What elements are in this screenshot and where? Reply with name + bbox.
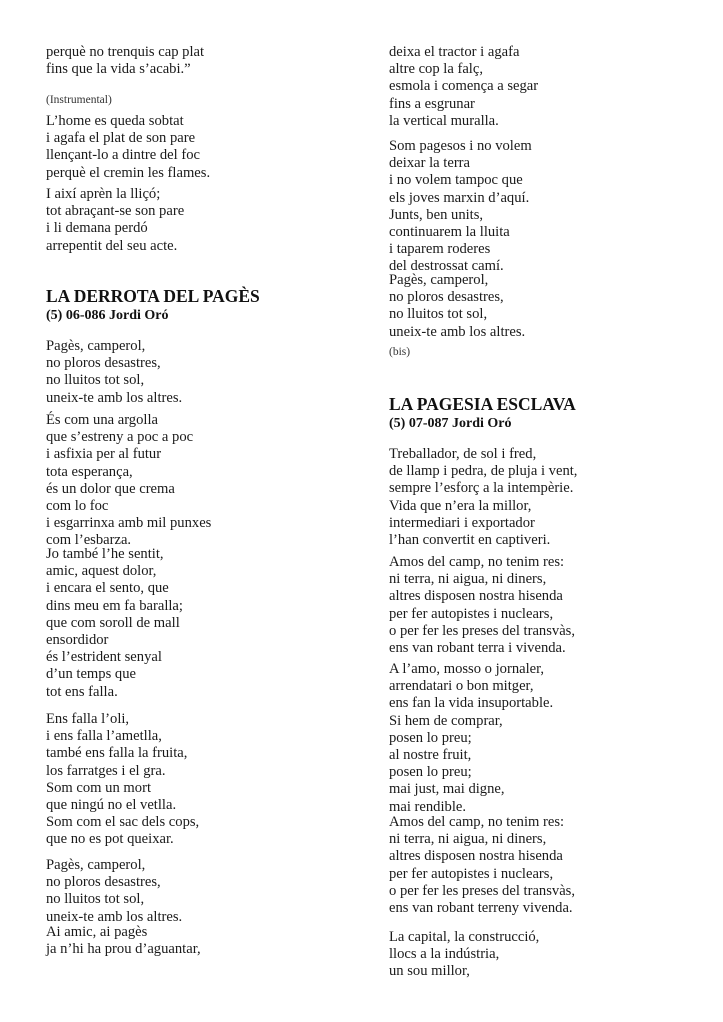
verse-line: La capital, la construcció, [389, 929, 540, 945]
verse-line: i agafa el plat de son pare [46, 130, 196, 146]
verse-line: uneix-te amb los altres. [46, 390, 183, 406]
verse-line: per fer autopistes i nuclears, [389, 866, 554, 882]
bis-note: (bis) [389, 346, 411, 358]
song-title: LA DERROTA DEL PAGÈS [46, 286, 260, 306]
verse-line: los farratges i el gra. [46, 763, 166, 779]
verse-line: tota esperança, [46, 464, 133, 480]
verse-line: Som com el sac dels cops, [46, 814, 200, 830]
verse-line: no lluitos tot sol, [46, 891, 145, 907]
verse-line: no lluitos tot sol, [389, 306, 488, 322]
verse-line: A l’amo, mosso o jornaler, [389, 661, 545, 677]
verse-line: Som com un mort [46, 780, 151, 796]
verse-line: que no es pot queixar. [46, 831, 174, 847]
verse-line: i esgarrinxa amb mil punxes [46, 515, 212, 531]
verse-line: uneix-te amb los altres. [389, 324, 526, 340]
verse-line: Pagès, camperol, [46, 857, 146, 873]
verse-line: i taparem roderes [389, 241, 491, 257]
verse-line: I així aprèn la lliçó; [46, 186, 161, 202]
verse-line: sempre l’esforç a la intempèrie. [389, 480, 574, 496]
verse-line: tot abraçant-se son pare [46, 203, 185, 219]
verse-line: altres disposen nostra hisenda [389, 848, 563, 864]
verse-line: continuarem la lluita [389, 224, 510, 240]
verse-line: posen lo preu; [389, 764, 472, 780]
verse-line: els joves marxin d’aquí. [389, 190, 530, 206]
verse-line: Junts, ben units, [389, 207, 484, 223]
verse-line: Som pagesos i no volem [389, 138, 532, 154]
verse-line: perquè el cremin les flames. [46, 165, 211, 181]
verse-line: que ningú no el vetlla. [46, 797, 177, 813]
verse-line: ens van robant terra i vivenda. [389, 640, 566, 656]
verse-line: com lo foc [46, 498, 109, 514]
verse-line: o per fer les preses del transvàs, [389, 623, 575, 639]
verse-line: posen lo preu; [389, 730, 472, 746]
verse-line: ens van robant terreny vivenda. [389, 900, 573, 916]
verse-line: o per fer les preses del transvàs, [389, 883, 575, 899]
verse-line: esmola i comença a segar [389, 78, 539, 94]
verse-line: al nostre fruit, [389, 747, 472, 763]
verse-line: mai just, mai digne, [389, 781, 505, 797]
song-subtitle: (5) 07-087 Jordi Oró [389, 416, 512, 431]
verse-line: de llamp i pedra, de pluja i vent, [389, 463, 578, 479]
verse-line: llençant-lo a dintre del foc [46, 147, 200, 163]
verse-line: és l’estrident senyal [46, 649, 162, 665]
verse-line: Si hem de comprar, [389, 713, 503, 729]
verse-line: arrendatari o bon mitger, [389, 678, 534, 694]
verse-line: perquè no trenquis cap plat [46, 44, 205, 60]
verse-line: un sou millor, [389, 963, 470, 979]
verse-line: i asfixia per al futur [46, 446, 162, 462]
verse-line: Vida que n’era la millor, [389, 498, 532, 514]
verse-line: l’han convertit en captiveri. [389, 532, 551, 548]
verse-line: Ai amic, ai pagès [46, 924, 148, 940]
verse-line: no lluitos tot sol, [46, 372, 145, 388]
verse-line: que s’estreny a poc a poc [46, 429, 194, 445]
verse-line: altre cop la falç, [389, 61, 483, 77]
verse-line: d’un temps que [46, 666, 136, 682]
verse-line: també ens falla la fruita, [46, 745, 188, 761]
verse-line: tot ens falla. [46, 684, 118, 700]
verse-line: ja n’hi ha prou d’aguantar, [46, 941, 201, 957]
verse-line: Treballador, de sol i fred, [389, 446, 537, 462]
verse-line: per fer autopistes i nuclears, [389, 606, 554, 622]
verse-line: altres disposen nostra hisenda [389, 588, 563, 604]
verse-line: i li demana perdó [46, 220, 148, 236]
instrumental-note: (Instrumental) [46, 94, 112, 106]
verse-line: ensordidor [46, 632, 109, 648]
verse-line: Pagès, camperol, [46, 338, 146, 354]
verse-line: intermediari i exportador [389, 515, 535, 531]
verse-line: mai rendible. [389, 799, 466, 815]
verse-line: ni terra, ni aigua, ni diners, [389, 571, 547, 587]
verse-line: és un dolor que crema [46, 481, 175, 497]
verse-line: L’home es queda sobtat [46, 113, 184, 129]
verse-line: la vertical muralla. [389, 113, 499, 129]
verse-line: És com una argolla [46, 412, 158, 428]
song-title: LA PAGESIA ESCLAVA [389, 394, 576, 414]
verse-line: fins a esgrunar [389, 96, 475, 112]
verse-line: arrepentit del seu acte. [46, 238, 178, 254]
verse-line: i ens falla l’ametlla, [46, 728, 162, 744]
verse-line: fins que la vida s’acabi.” [46, 61, 191, 77]
verse-line: i encara el sento, que [46, 580, 169, 596]
verse-line: no ploros desastres, [46, 874, 161, 890]
verse-line: deixa el tractor i agafa [389, 44, 520, 60]
verse-line: Ens falla l’oli, [46, 711, 130, 727]
verse-line: dins meu em fa baralla; [46, 598, 183, 614]
verse-line: Jo també l’he sentit, [46, 546, 164, 562]
verse-line: ens fan la vida insuportable. [389, 695, 554, 711]
verse-line: no ploros desastres, [389, 289, 504, 305]
verse-line: no ploros desastres, [46, 355, 161, 371]
verse-line: llocs a la indústria, [389, 946, 500, 962]
verse-line: deixar la terra [389, 155, 471, 171]
verse-line: amic, aquest dolor, [46, 563, 157, 579]
verse-line: Amos del camp, no tenim res: [389, 554, 565, 570]
verse-line: del destrossat camí. [389, 258, 504, 274]
verse-line: com l’esbarza. [46, 532, 132, 548]
verse-line: Amos del camp, no tenim res: [389, 814, 565, 830]
verse-line: ni terra, ni aigua, ni diners, [389, 831, 547, 847]
verse-line: uneix-te amb los altres. [46, 909, 183, 925]
verse-line: i no volem tampoc que [389, 172, 523, 188]
song-subtitle: (5) 06-086 Jordi Oró [46, 308, 169, 323]
verse-line: que com soroll de mall [46, 615, 180, 631]
verse-line: Pagès, camperol, [389, 272, 489, 288]
